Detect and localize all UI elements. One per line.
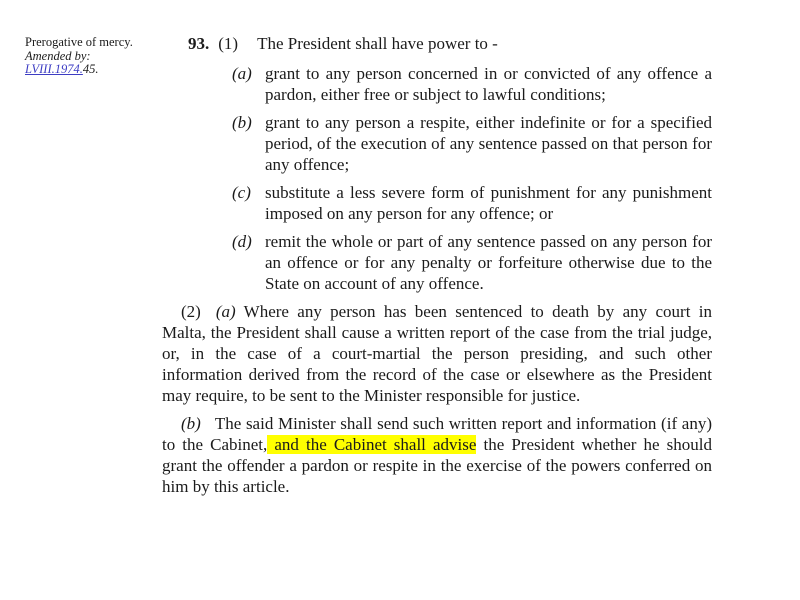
margin-note-amended-label: Amended by: bbox=[25, 48, 91, 63]
list-item-a-label: (a) bbox=[232, 64, 252, 83]
paragraph-2a-label: (a) bbox=[215, 302, 236, 321]
paragraph-2b bbox=[162, 413, 712, 497]
list-item-d-label: (d) bbox=[232, 232, 252, 251]
list-item-c-text: substitute a less severe form of punishment for any punishment imposed on any person for any offence; or bbox=[265, 183, 712, 223]
subsection-1-label: (1) bbox=[218, 34, 239, 53]
margin-note-title: Prerogative of mercy. bbox=[25, 35, 133, 49]
subsection-2-label: (2) bbox=[181, 302, 201, 321]
paragraph-2a-text: Where any person has been sentenced to death by any court in Malta, the President shall cause a written report of the case from the trial judge, or, in the case of a court-martial the person presiding, and such other information derived from the record of the case or elsewhere as the President may require, to be sent to the Minister responsible for justice. bbox=[162, 302, 712, 405]
list-item-c bbox=[162, 182, 712, 224]
list-item-b-text: grant to any person a respite, either indefinite or for a specified period, of the execution of any sentence passed on that person for any offence; bbox=[265, 113, 712, 174]
margin-note-amendment bbox=[25, 63, 133, 77]
paragraph-2b-text-before: The said Minister shall send such written report and information (if any) to the Cabinet, bbox=[162, 414, 712, 454]
paragraph-2b-label: (b) bbox=[181, 414, 201, 433]
list-item-d bbox=[162, 231, 712, 294]
margin-note bbox=[25, 36, 133, 77]
list-item-b bbox=[162, 112, 712, 175]
article-intro-text: The President shall have power to - bbox=[257, 34, 498, 53]
list-item-a bbox=[162, 63, 712, 105]
list-item-b-label: (b) bbox=[232, 113, 252, 132]
highlighted-text: and the Cabinet shall advise bbox=[267, 435, 477, 454]
list-item-c-label: (c) bbox=[232, 183, 251, 202]
list-item-a-text: grant to any person concerned in or convicted of any offence a pardon, either free or subject to lawful conditions; bbox=[265, 64, 712, 104]
article-body bbox=[162, 33, 712, 504]
amendment-citation-rest: 45. bbox=[82, 62, 99, 76]
paragraph-2b-text-after: the President whether he should grant the offender a pardon or respite in the exercise of the powers conferred on him by this article. bbox=[162, 435, 712, 496]
article-intro-line bbox=[162, 33, 712, 54]
article-number: 93. bbox=[188, 34, 210, 53]
amendment-citation-link[interactable]: LVIII.1974. bbox=[25, 62, 83, 76]
list-item-d-text: remit the whole or part of any sentence passed on any person for an offence or for any penalty or forfeiture otherwise due to the State on account of any offence. bbox=[265, 232, 712, 293]
paragraph-2a bbox=[162, 301, 712, 406]
